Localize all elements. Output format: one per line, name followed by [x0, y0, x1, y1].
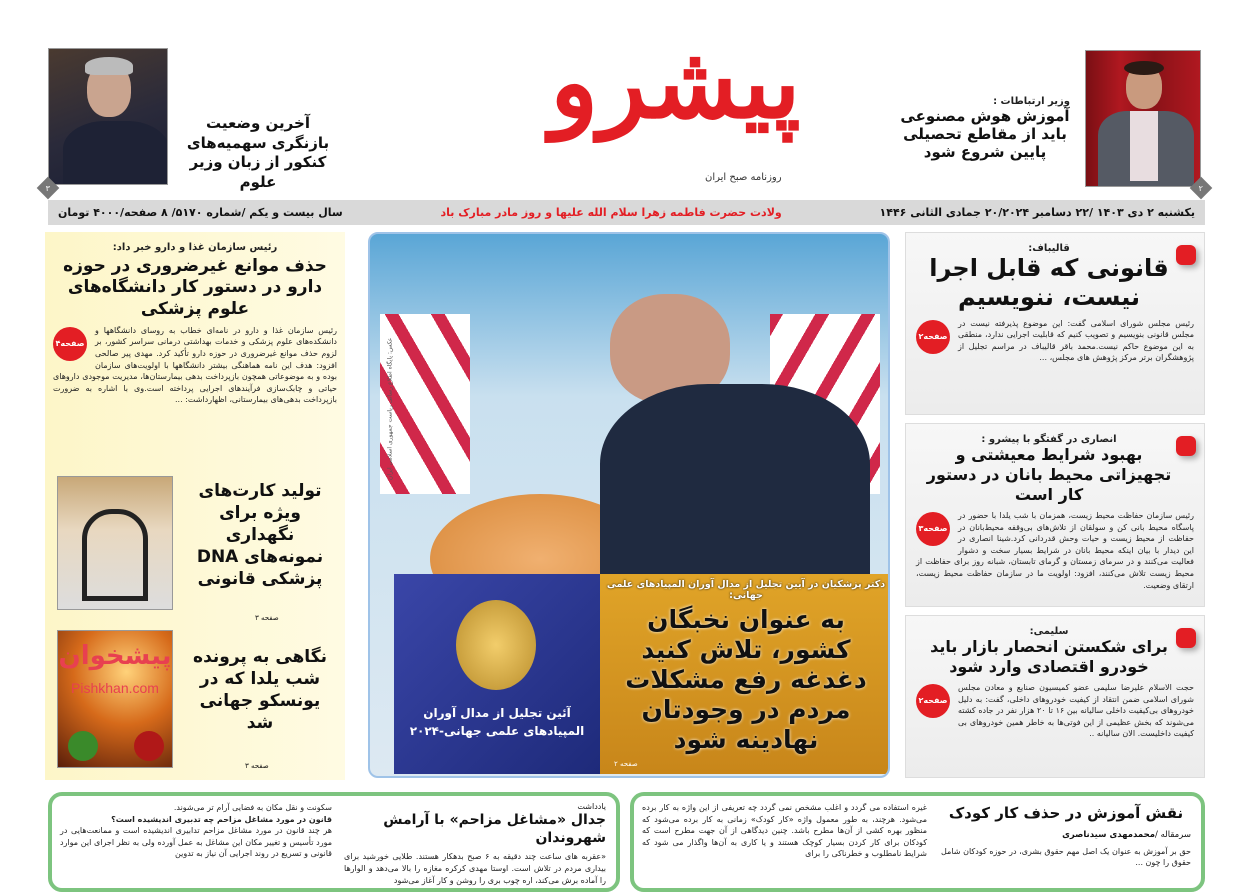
watermark: پیشخوان [58, 641, 172, 671]
date-bar [48, 200, 1205, 225]
bottom-left-note[interactable]: یادداشت جدال «مشاغل مزاحم» با آرامش شهروندان «عقربه های ساعت چند دقیقه به ۶ صبح بدهکار هستند. طلایی خورشید برای بیداری مردم در تلاش است. اوستا مهدی کرکره مغازه را بالا می‌دهد و الوارها را آماده برش می‌کند، اره چوب بری را روشن و کار آغاز می‌شود سکونت و نقل مکان به فضایی آرام تر می‌شوند. قانون در مورد مشاغل مزاحم چه تدبیری اندیشیده است؟ هر چند قانون در مورد مشاغل مزاحم تدابیری اندیشیده است و ممانعت‌هایی در مورد تأسیس و تغییر مکان این مشاغل به عمل آورده ولی به نظر اجرای این موارد قانونی و تسریع در روند اجرایی آن نیاز به تدوین [48, 792, 620, 892]
page-marker: ۳ [37, 177, 60, 200]
right-column [905, 232, 1205, 778]
top-right-story[interactable]: وزیر ارتباطات : آموزش هوش مصنوعی باید از مقاطع تحصیلی پایین شروع شود [900, 96, 1070, 161]
left-column [45, 232, 345, 780]
note-label: یادداشت [577, 802, 606, 811]
red-bullet-icon [1176, 436, 1196, 456]
issue-info: سال بیست و یکم /شماره ۵۱۷۰/ ۸ صفحه/۴۰۰۰ تومان [58, 206, 343, 219]
red-bullet-icon [1176, 245, 1196, 265]
editorial-headline: نقش آموزش در حذف کار کودک [948, 804, 1184, 822]
right-story-3[interactable]: سلیمی: برای شکستن انحصار بازار باید خودرو اقتصادی وارد شود صفحه۲ حجت الاسلام علیرضا سلیمی عضو کمیسیون صنایع و معادن مجلس شورای اسلامی ضمن انتقاد از کیفیت خودروهای داخلی، گفت: به دلیل خودروهای بی‌کیفیت داخلی سالیانه بین ۱۶ تا ۲۰ هزار نفر در جاده کشته می‌شوند که بخش عظیمی از این فوتی‌ها به خاطر همین خودروهای بی کیفیت داخلیست. الان سالیانه .. [905, 615, 1205, 778]
photo-credit: عکس: پایگاه اطلاع رسانی ریاست جمهوری اسلامی ایران [386, 337, 394, 481]
yalda-photo [57, 630, 173, 768]
bottom-right-editorial[interactable]: نقش آموزش در حذف کار کودک سرمقاله /محمدمهدی سیدناصری حق بر آموزش به عنوان یک اصل مهم حقوق بشری، در حوزه کودکان شامل حقوق را چون ... غیره استفاده می گردد و اغلب مشخص نمی گردد چه تعریفی از این واژه به کار برده می‌شود. هرچند، به طور معمول واژه «کار کودک» زمانی به کار برده می‌شود که منظور بهره کشی از آن‌ها مطرح باشد. چنین دیدگاهی از آن جهت مطرح است که کودکان برای کار کردن بسیار کوچک هستند و یا کاری به آن‌ها واگذار می شود که شرایط نامطلوب و خطرناکی را برای [630, 792, 1205, 892]
lead-story[interactable]: رئیس سازمان غذا و دارو خبر داد: حذف موانع غیرضروری در حوزه دارو در دستور کار دانشگاه‌های علوم پزشکی صفحه۴ رئیس سازمان غذا و دارو در نامه‌ای خطاب به روسای دانشگاهها و دانشکده‌های علوم پزشکی و خدمات بهداشتی درمانی سراسر کشور، بر لزوم حذف موانع غیرضروری در حوزه دارو تأکید کرد. مهدی پیر صالحی افزود: هدف این نامه هماهنگی بیشتر دانشگاهها با اولویت‌های سازمان بوده و به موضوعاتی همچون بازپرداخت بدهی بیمارستان‌ها، مدیریت موجودی داروهای حیاتی و چابک‌سازی فرآیندهای اجرایی پرداخته است.وی با اشاره به ضرورت بازپرداخت بدهی‌های بیمارستانی، اظهارداشت: ... [53, 242, 337, 405]
masthead-logo: پیشرو روزنامه صبح ایران [550, 23, 801, 183]
center-page: صفحه ۲ [614, 760, 638, 768]
byline: محمدمهدی سیدناصری [1062, 829, 1156, 840]
red-bullet-icon [1176, 628, 1196, 648]
right-story-2[interactable]: انصاری در گفتگو با پیشرو : بهبود شرایط معیشتی و تجهیزاتی محیط بانان در دستور کار است صفحه۳ رئیس سازمان حفاظت محیط زیست، همزمان با شب یلدا با حضور در پاسگاه محیط بانی کن و سولقان از تلاش‌های بی‌وقفه محیط‌بانان در حفاظت از محیط زیست و حیات وحش قدردانی کرد.شینا انصاری در این دیدار با بیان اینکه محیط بانان در شرایط بسیار سخت و دشوار فعالیت می‌کنند و در سرمای زمستان و گرمای تابستان، شبانه روز برای حفاظت از محیط زیست تلاش می‌کنند، افزود: اولویت ما در سازمان حفاظت محیط زیست، ارتقای وضعیت. [905, 423, 1205, 607]
right-story-1[interactable]: قالیباف: قانونی که قابل اجرا نیست، ننویسیم صفحه۲ رئیس مجلس شورای اسلامی گفت: این موضوع پذیرفته نیست در مجلس قانونی بنویسیم و تصویب کنیم که قابلیت اجرایی ندارد، منطقی به این موضوع حاکم نیست.محمد باقر قالیباف در مراسم تجلیل از پژوهشگران برتر مرکز پژوهش های مجلس، ... [905, 232, 1205, 415]
dna-exhibit-photo [57, 476, 173, 610]
yalda-story-headline[interactable]: نگاهی به پرونده شب یلدا که در یونسکو جهانی شد [193, 647, 327, 734]
center-kicker: دکتر پزشکیان در آیین تجلیل از مدال آوران المپیادهای علمی جهانی: [606, 579, 886, 601]
watermark-url: Pishkhan.com [71, 680, 159, 696]
page-badge[interactable]: صفحه۲ [916, 320, 950, 354]
yalda-page: صفحه ۳ [245, 762, 269, 770]
issue-date: یکشنبه ۲ دی ۱۴۰۳ /۲۲ دسامبر ۲۰/۲۰۲۴ جمادی الثانی ۱۴۴۶ [879, 206, 1195, 219]
dna-page: صفحه ۳ [255, 614, 279, 622]
page-badge[interactable]: صفحه۲ [916, 684, 950, 718]
dna-story-headline[interactable]: تولید کارت‌های ویژه برای نگهداری نمونه‌های DNA پزشکی قانونی [196, 481, 324, 590]
page-badge[interactable]: صفحه۳ [916, 512, 950, 546]
center-lead[interactable] [368, 232, 890, 778]
tagline: روزنامه صبح ایران [705, 172, 782, 183]
podium: آئین تجلیل از مدال آوران المپیادهای علمی جهانی-۲۰۲۴ [394, 574, 600, 774]
top-left-photo [48, 48, 168, 185]
occasion-text: ولادت حضرت فاطمه زهرا سلام الله علیها و روز مادر مبارک باد [440, 206, 782, 219]
note-headline: جدال «مشاغل مزاحم» با آرامش شهروندان [383, 812, 606, 847]
page-badge[interactable]: صفحه۴ [53, 327, 87, 361]
top-right-photo [1085, 50, 1201, 187]
page-marker: ۲ [1190, 177, 1213, 200]
top-left-headline[interactable]: آخرین وضعیت بازنگری سهمیه‌های کنکور از زبان وزیر علوم [186, 114, 330, 191]
lead-body: رئیس سازمان غذا و دارو در نامه‌ای خطاب به روسای دانشگاهها و دانشکده‌های علوم پزشکی و خدمات بهداشتی درمانی سراسر کشور، بر لزوم حذف موانع غیرضروری در حوزه دارو تأکید کرد. مهدی پیر صالحی افزود: هدف این نامه هماهنگی بیشتر دانشگاهها با اولویت‌های سازمان بوده و به موضوعاتی همچون بازپرداخت بدهی بیمارستان‌ها، مدیریت موجودی داروهای حیاتی و چابک‌سازی فرآیندهای اجرایی پرداخته است.وی با اشاره به ضرورت بازپرداخت بدهی‌های بیمارستانی، اظهارداشت: ... [53, 325, 337, 405]
center-headline: به عنوان نخبگان کشور، تلاش کنید دغدغه رفع مشکلات مردم در وجودتان نهادینه شود [625, 605, 867, 754]
